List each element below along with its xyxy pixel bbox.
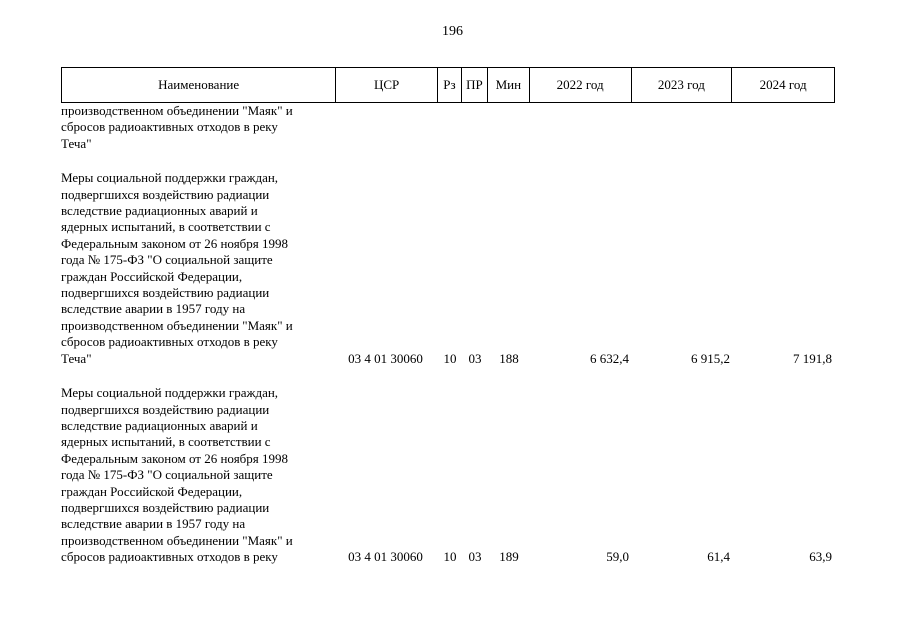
row-min: 189 [499,549,519,565]
row-pr: 03 [468,549,482,565]
table-body [61,103,835,584]
row-2024: 7 191,8 [793,350,832,366]
row-2023: 6 915,2 [691,350,730,366]
row-name: производственном объединении "Маяк" и сбросов радиоактивных отходов в реку Теча" [61,103,293,151]
row-2022: 6 632,4 [590,350,629,366]
header-pr: ПР [462,68,488,102]
header-rz: Рз [438,68,462,102]
header-2024: 2024 год [759,77,807,92]
header-2022: 2022 год [530,68,632,102]
header-2023: 2023 год [632,68,733,102]
row-name: Меры социальной поддержки граждан, подвергшихся воздействию радиации вследствие радиационных аварий и ядерных испытаний, в соответствии с Федеральным законом от 26 ноября 1998 года № 175-ФЗ "О социальной защите граждан Российской Федерации, подвергшихся воздействию радиации вследствие аварии в 1957 году на производственном объединении "Маяк" и сбросов радиоактивных отходов в реку Теча" [61,170,293,366]
header-csr: ЦСР [336,68,438,102]
row-rz: 10 [443,549,457,565]
header-name: Наименование [62,68,336,102]
row-csr: 03 4 01 30060 [348,350,423,366]
table-row [61,385,835,565]
table-row [61,103,835,152]
header-min: Мин [488,68,530,102]
row-pr: 03 [468,350,482,366]
row-2022: 59,0 [606,549,629,565]
row-rz: 10 [443,350,457,366]
row-2023: 61,4 [707,549,730,565]
row-2024: 63,9 [809,549,832,565]
table-row [61,170,835,367]
row-csr: 03 4 01 30060 [348,549,423,565]
row-name: Меры социальной поддержки граждан, подвергшихся воздействию радиации вследствие радиационных аварий и ядерных испытаний, в соответствии с Федеральным законом от 26 ноября 1998 года № 175-ФЗ "О социальной защите граждан Российской Федерации, подвергшихся воздействию радиации вследствие аварии в 1957 году на производственном объединении "Маяк" и сбросов радиоактивных отходов в реку [61,385,293,565]
table-header [61,67,835,103]
row-min: 188 [499,350,519,366]
page-number: 196 [442,24,463,39]
